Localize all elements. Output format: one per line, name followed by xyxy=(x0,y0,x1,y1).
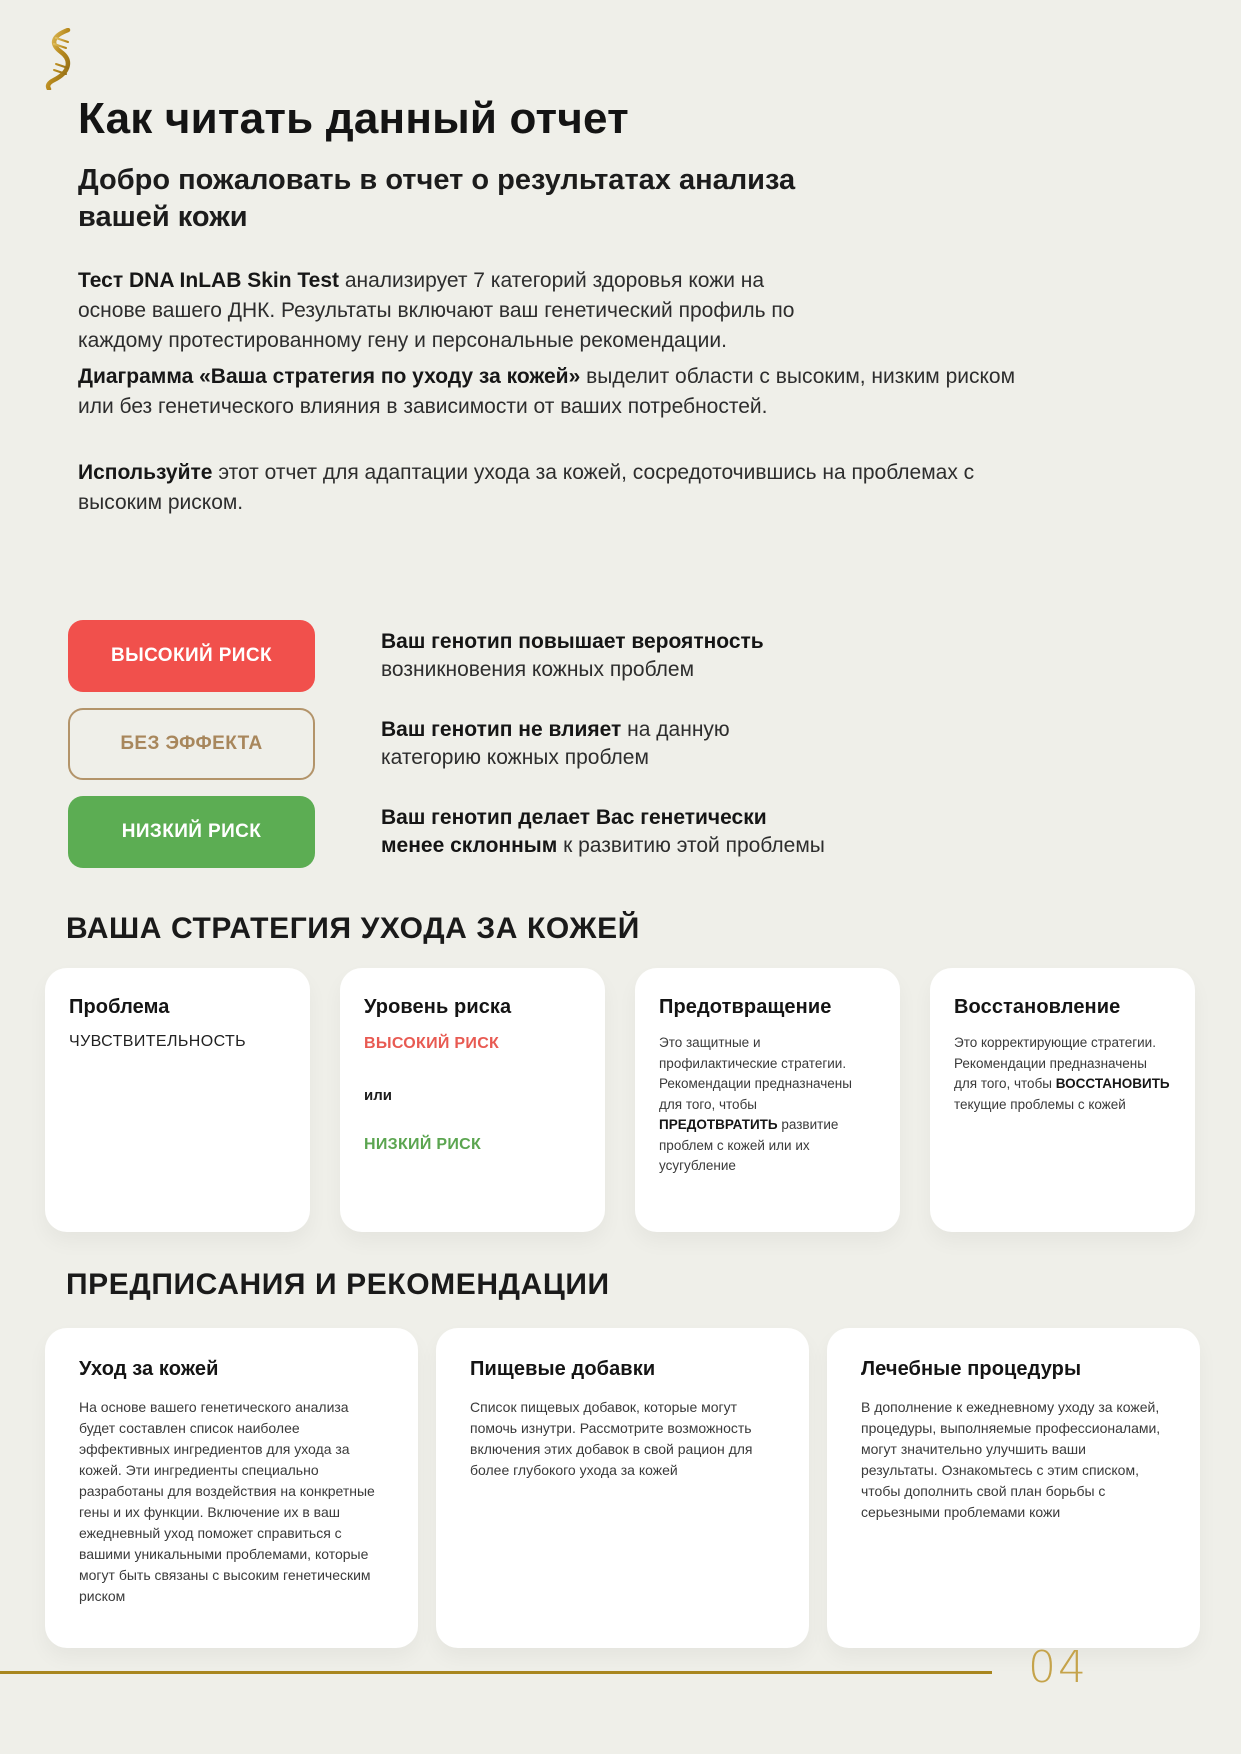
prescriptions-section-title: ПРЕДПИСАНИЯ И РЕКОМЕНДАЦИИ xyxy=(66,1268,610,1301)
low-risk-badge: НИЗКИЙ РИСК xyxy=(68,796,315,868)
dna-helix-icon xyxy=(44,28,78,90)
strategy-card-risk-level xyxy=(340,968,605,1232)
page-number: 04 xyxy=(1028,1642,1088,1693)
restoration-body-post: текущие проблемы с кожей xyxy=(954,1096,1126,1112)
prescription-card-treatments-body: В дополнение к ежедневному уходу за кожей, процедуры, выполняемые профессионалами, могут значительно улучшить ваши результаты. Ознакомьтесь с этим списком, чтобы дополнить свой план борьбы с серьезными проблемами кожи xyxy=(861,1399,1161,1520)
risk-level-or-label: или xyxy=(364,1087,392,1104)
high-risk-description-bold: Ваш генотип повышает вероятность xyxy=(381,629,764,653)
footer-divider-line xyxy=(0,1671,992,1674)
prescription-cards xyxy=(45,1328,1200,1648)
prescription-card-skincare-body: На основе вашего генетического анализа будет составлен список наиболее эффективных ингредиентов для ухода за кожей. Эти ингредиенты специально разработаны для воздействия на конкретные гены и их функции. Включение их в ваш ежедневный уход поможет справиться с вашими уникальными проблемами, которые могут быть связаны с высоким генетическим риском xyxy=(79,1399,375,1604)
no-effect-description-bold: Ваш генотип не влияет xyxy=(381,717,622,741)
prevention-body-post: развитие проблем с кожей или их усугубление xyxy=(659,1117,839,1174)
legend-row-high-risk xyxy=(68,620,826,692)
prescription-card-treatments-heading: Лечебные процедуры xyxy=(861,1358,1082,1380)
prescription-card-supplements xyxy=(436,1328,809,1648)
strategy-card-restoration-body xyxy=(954,1033,1171,1115)
intro-paragraph-test xyxy=(78,266,808,355)
page-title: Как читать данный отчет xyxy=(78,94,629,143)
strategy-card-prevention-body xyxy=(659,1033,876,1177)
risk-level-low-label: НИЗКИЙ РИСК xyxy=(364,1136,482,1153)
no-effect-badge: БЕЗ ЭФФЕКТА xyxy=(68,708,315,780)
strategy-card-restoration-heading: Восстановление xyxy=(954,996,1121,1018)
strategy-card-restoration xyxy=(930,968,1195,1232)
low-risk-description xyxy=(381,804,826,861)
low-risk-description-bold: Ваш генотип делает Вас генетически менее склонным xyxy=(381,805,767,857)
risk-level-high-label: ВЫСОКИЙ РИСК xyxy=(364,1035,500,1052)
restoration-body-pre: Это корректирующие стратегии. Рекомендации предназначены для того, чтобы xyxy=(954,1035,1156,1092)
strategy-card-problem-value: ЧУВСТВИТЕЛЬНОСТЬ xyxy=(69,1033,247,1050)
prescription-card-treatments xyxy=(827,1328,1200,1648)
intro-paragraph-test-text: анализирует 7 категорий здоровья кожи на основе вашего ДНК. Результаты включают ваш генетический профиль по каждому протестированному гену и персональные рекомендации. xyxy=(78,269,795,352)
strategy-section-title: ВАША СТРАТЕГИЯ УХОДА ЗА КОЖЕЙ xyxy=(66,912,640,945)
intro-paragraph-diagram-lead: Диаграмма «Ваша стратегия по уходу за кожей» xyxy=(78,365,581,388)
intro-paragraph-use xyxy=(78,458,1018,518)
high-risk-description xyxy=(381,628,826,685)
prescription-card-supplements-heading: Пищевые добавки xyxy=(470,1358,656,1380)
no-effect-description xyxy=(381,716,826,773)
intro-paragraph-diagram-text: выделит области с высоким, низким риском или без генетического влияния в зависимости от ваших потребностей. xyxy=(78,365,1016,418)
legend-row-low-risk xyxy=(68,796,826,868)
prevention-body-bold: ПРЕДОТВРАТИТЬ xyxy=(659,1117,778,1133)
strategy-card-risk-heading: Уровень риска xyxy=(364,996,512,1018)
prescription-card-skincare xyxy=(45,1328,418,1648)
strategy-card-problem-heading: Проблема xyxy=(69,996,170,1018)
legend-row-no-effect xyxy=(68,708,826,780)
strategy-card-prevention-heading: Предотвращение xyxy=(659,996,832,1018)
restoration-body-bold: ВОССТАНОВИТЬ xyxy=(1055,1076,1170,1092)
page-subtitle: Добро пожаловать в отчет о результатах анализа вашей кожи xyxy=(78,164,796,234)
intro-paragraph-use-text: этот отчет для адаптации ухода за кожей, сосредоточившись на проблемах с высоким риском. xyxy=(78,461,975,514)
high-risk-badge: ВЫСОКИЙ РИСК xyxy=(68,620,315,692)
prescription-card-skincare-heading: Уход за кожей xyxy=(79,1358,219,1380)
strategy-card-problem xyxy=(45,968,310,1232)
strategy-cards xyxy=(45,968,1195,1232)
intro-paragraph-use-lead: Используйте xyxy=(78,461,213,484)
no-effect-description-text: на данную категорию кожных проблем xyxy=(381,717,730,769)
prescription-card-supplements-body: Список пищевых добавок, которые могут помочь изнутри. Рассмотрите возможность включения этих добавок в свой рацион для более глубокого ухода за кожей xyxy=(470,1399,753,1478)
prevention-body-pre: Это защитные и профилактические стратегии. Рекомендации предназначены для того, чтобы xyxy=(659,1035,852,1112)
intro-paragraph-diagram xyxy=(78,362,1038,422)
intro-paragraph-test-lead: Тест DNA InLAB Skin Test xyxy=(78,269,339,292)
strategy-card-prevention xyxy=(635,968,900,1232)
high-risk-description-text: возникновения кожных проблем xyxy=(381,658,695,681)
risk-legend xyxy=(68,620,826,884)
low-risk-description-text: к развитию этой проблемы xyxy=(557,834,825,857)
